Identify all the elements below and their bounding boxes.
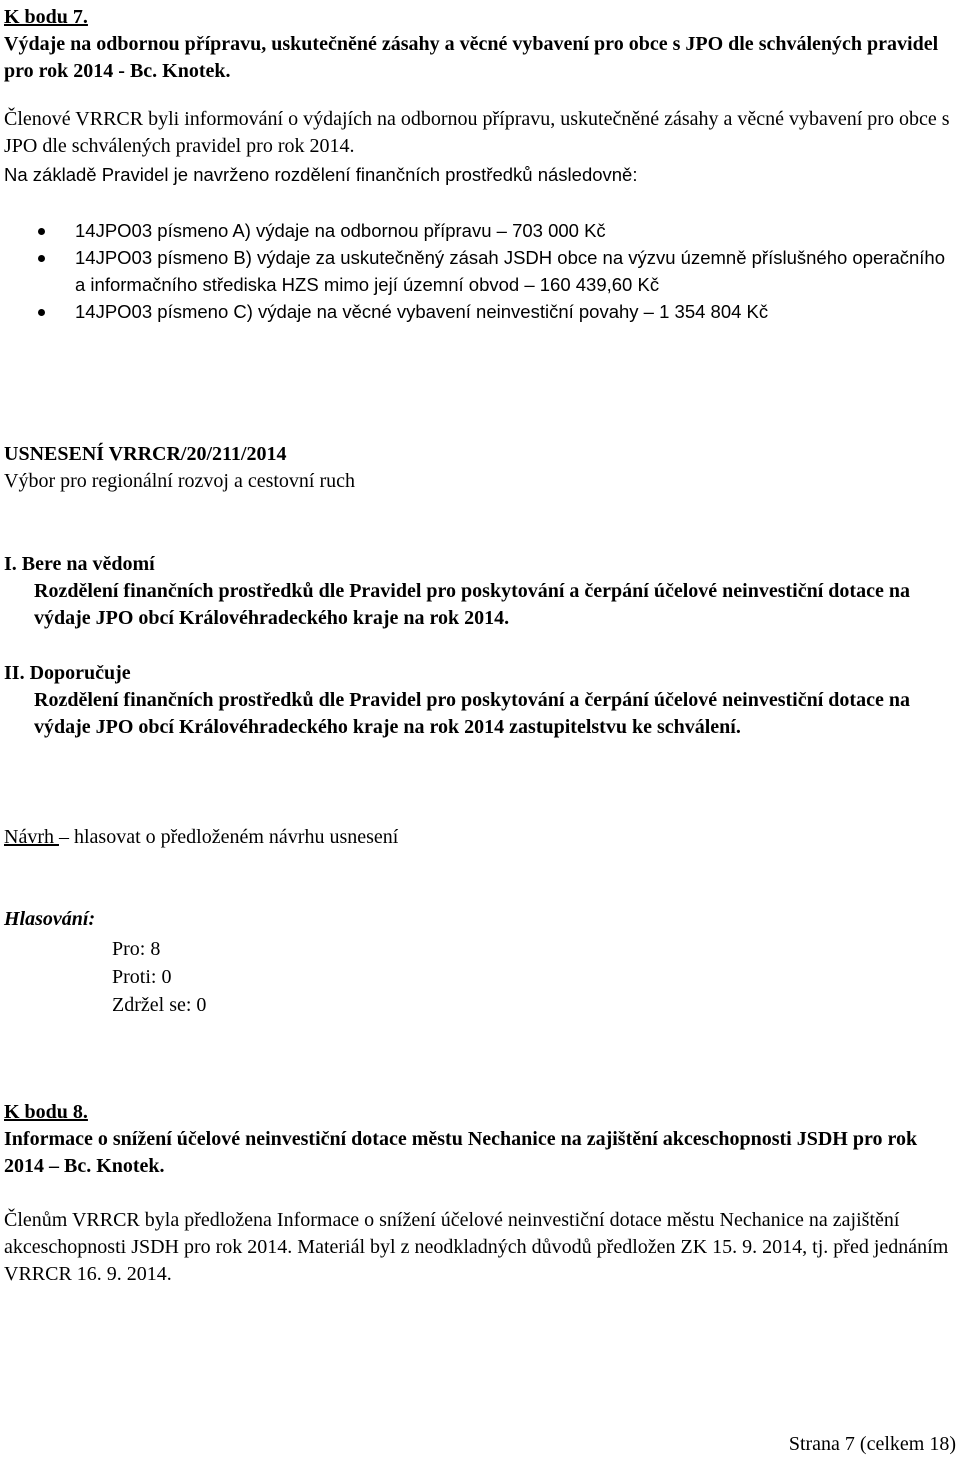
proposal-text: – hlasovat o předloženém návrhu usnesení — [58, 826, 399, 848]
point1-text: Rozdělení finančních prostředků dle Pravidel pro poskytování a čerpání účelové neinvestiční dotace na výdaje JPO obcí Královéhradeckého kraje na rok 2014. — [34, 580, 910, 629]
item8-text: Členům VRRCR byla předložena Informace o snížení účelové neinvestiční dotace městu Nechanice na zajištění akceschopnosti JSDH pro rok 2014. Materiál byl z neodkladných důvodů předložen ZK 15. 9. 2014, tj. před jednáním VRRCR 16. 9. 2014. — [4, 1209, 949, 1285]
vote-against: Proti: 0 — [112, 966, 172, 988]
allocation-list — [38, 217, 956, 325]
allocation-intro: Na základě Pravidel je navrženo rozdělení finančních prostředků následovně: — [4, 164, 638, 185]
voting-label: Hlasování: — [4, 908, 96, 930]
point2-label: II. Doporučuje — [4, 662, 131, 684]
point1-label: I. Bere na vědomí — [4, 553, 155, 575]
list-item: 14JPO03 písmeno B) výdaje za uskutečněný zásah JSDH obce na výzvu územně příslušného operačního a informačního střediska HZS mimo její územní obvod – 160 439,60 Kč — [38, 244, 956, 298]
item8-section — [4, 1099, 956, 1180]
resolution-id: USNESENÍ VRRCR/20/211/2014 — [4, 443, 287, 465]
item8-heading: K bodu 8. — [4, 1101, 88, 1123]
list-item: 14JPO03 písmeno C) výdaje na věcné vybavení neinvestiční povahy – 1 354 804 Kč — [38, 298, 956, 325]
committee-name: Výbor pro regionální rozvoj a cestovní ruch — [4, 470, 356, 492]
item7-intro: Členové VRRCR byli informování o výdajích na odbornou přípravu, uskutečněné zásahy a věcné vybavení pro obce s JPO dle schválených pravidel pro rok 2014. — [4, 108, 950, 157]
item7-section — [4, 4, 956, 85]
vote-results — [112, 935, 206, 1019]
point2-text: Rozdělení finančních prostředků dle Pravidel pro poskytování a čerpání účelové neinvestiční dotace na výdaje JPO obcí Královéhradeckého kraje na rok 2014 zastupitelstvu ke schválení. — [34, 689, 910, 738]
resolution-point-1 — [4, 551, 956, 632]
item7-title: Výdaje na odbornou přípravu, uskutečněné zásahy a věcné vybavení pro obce s JPO dle schválených pravidel pro rok 2014 - Bc. Knotek. — [4, 33, 939, 82]
resolution-block — [4, 441, 956, 495]
item7-heading: K bodu 7. — [4, 6, 88, 28]
vote-for: Pro: 8 — [112, 938, 161, 960]
item8-title: Informace o snížení účelové neinvestiční dotace městu Nechanice na zajištění akceschopnosti JSDH pro rok 2014 – Bc. Knotek. — [4, 1128, 918, 1177]
proposal-label: Návrh — [4, 826, 59, 848]
resolution-point-2 — [4, 660, 956, 741]
proposal-line — [4, 824, 956, 851]
page-number: Strana 7 (celkem 18) — [788, 1433, 956, 1455]
list-item: 14JPO03 písmeno A) výdaje na odbornou přípravu – 703 000 Kč — [38, 217, 956, 244]
vote-abstain: Zdržel se: 0 — [112, 994, 207, 1016]
